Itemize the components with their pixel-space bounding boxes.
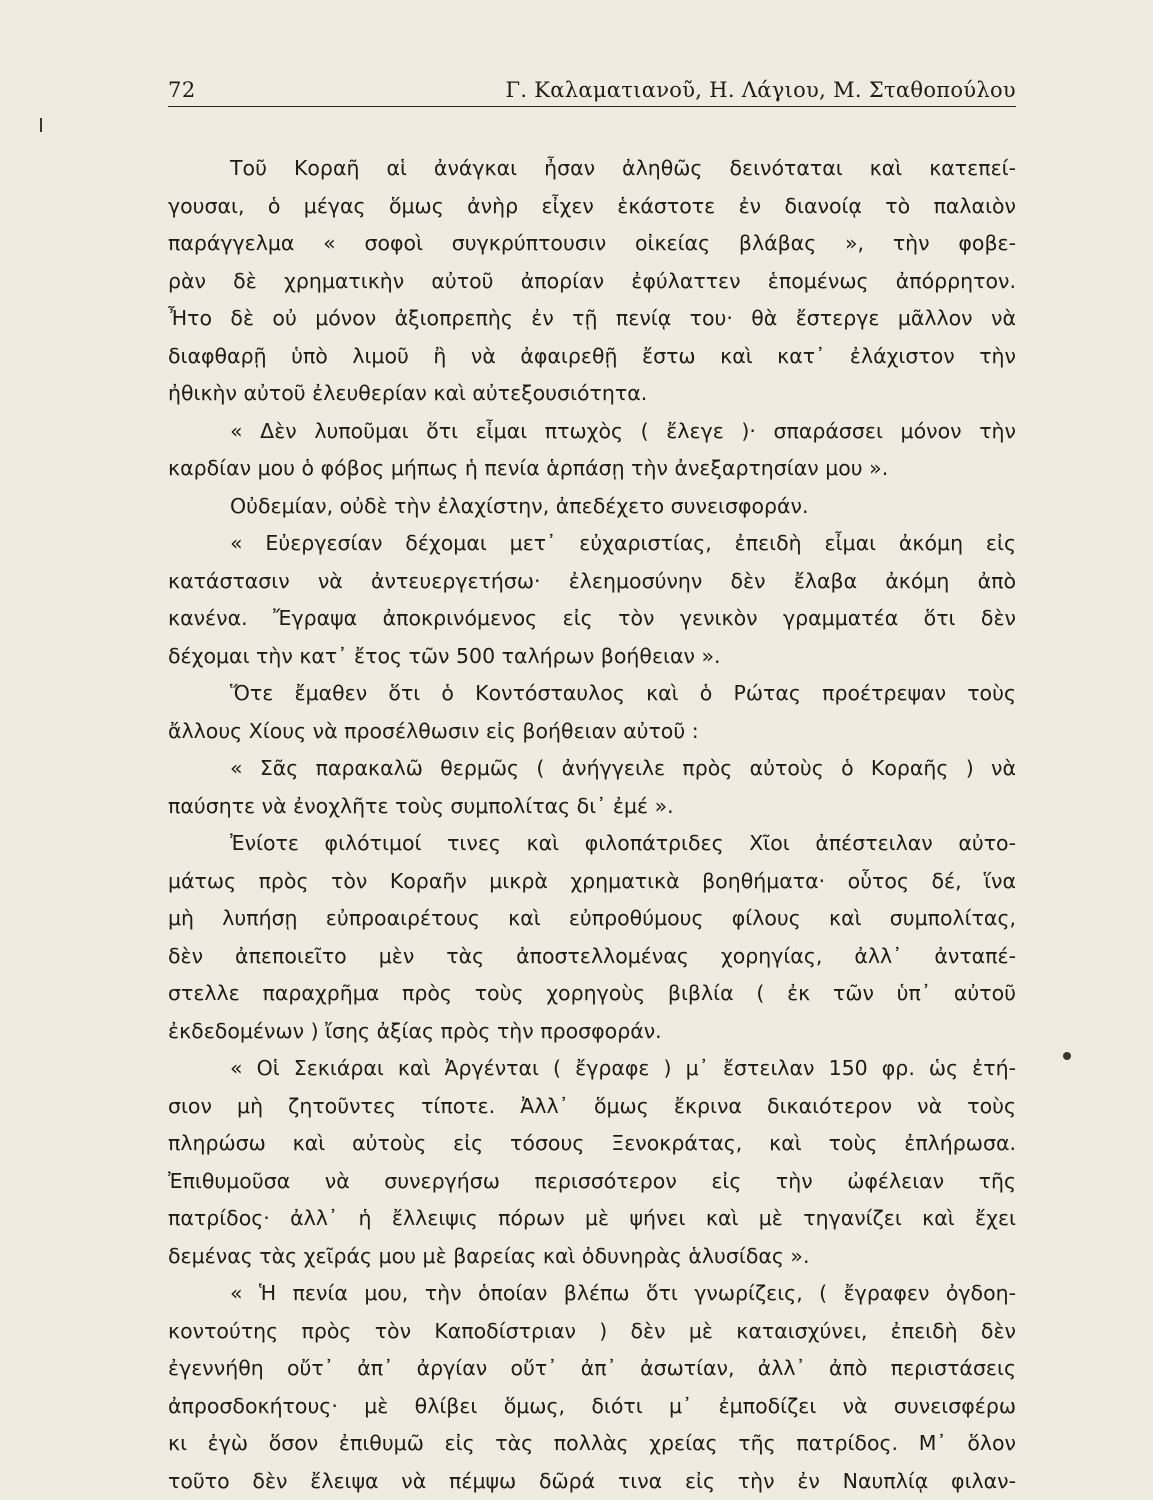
text-line: « Σᾶς παρακαλῶ θερμῶς ( ἀνήγγειλε πρὸς αὐτοὺς ὁ Κοραῆς ) νὰ xyxy=(230,756,1016,780)
text-line: κοντούτης πρὸς τὸν Καποδίστριαν ) δὲν μὲ καταισχύνει, ἐπειδὴ δὲν xyxy=(168,1318,1016,1343)
body-text xyxy=(168,150,1016,1500)
text-line: ἄλλους Χίους νὰ προσέλθωσιν εἰς βοήθειαν αὐτοῦ : xyxy=(168,718,699,743)
page-number: 72 xyxy=(168,78,196,102)
text-line: ἐκδεδομένων ) ἴσης ἀξίας πρὸς τὴν προσφοράν. xyxy=(168,1018,662,1043)
text-line: ἐγεννήθη οὔτ᾽ ἀπ᾽ ἀργίαν οὔτ᾽ ἀπ᾽ ἀσωτίαν, ἀλλ᾽ ἀπὸ περιστάσεις xyxy=(168,1356,1016,1380)
text-line: διαφθαρῇ ὑπὸ λιμοῦ ἢ νὰ ἀφαιρεθῇ ἔστω καὶ κατ᾽ ἐλάχιστον τὴν xyxy=(168,343,1016,368)
text-line: παράγγελμα « σοφοὶ συγκρύπτουσιν οἰκείας βλάβας », τὴν φοβε- xyxy=(168,231,1016,255)
text-line: ἀπροσδοκήτους· μὲ θλίβει ὅμως, διότι μ᾽ ἐμποδίζει νὰ συνεισφέρω xyxy=(168,1393,1016,1418)
margin-dot xyxy=(1063,1052,1071,1060)
text-line: γουσαι, ὁ μέγας ὅμως ἀνὴρ εἶχεν ἑκάστοτε ἐν διανοίᾳ τὸ παλαιὸν xyxy=(168,193,1016,218)
text-line: Ἐπιθυμοῦσα νὰ συνεργήσω περισσότερον εἰς τὴν ὠφέλειαν τῆς xyxy=(168,1168,1016,1193)
text-line: μὴ λυπήσῃ εὐπροαιρέτους καὶ εὐπροθύμους φίλους καὶ συμπολίτας, xyxy=(168,906,1016,930)
text-line: ρὰν δὲ χρηματικὴν αὐτοῦ ἀπορίαν ἐφύλαττεν ἑπομένως ἀπόρρητον. xyxy=(168,268,1016,293)
text-line: « Ἡ πενία μου, τὴν ὁποίαν βλέπω ὅτι γνωρίζεις, ( ἔγραφεν ὀγδοη- xyxy=(230,1281,1016,1305)
text-line: Ἐνίοτε φιλότιμοί τινες καὶ φιλοπάτριδες Χῖοι ἀπέστειλαν αὐτο- xyxy=(230,831,1016,855)
text-line: Ὅτε ἔμαθεν ὅτι ὁ Κοντόσταυλος καὶ ὁ Ρώτας προέτρεψαν τοὺς xyxy=(230,681,1016,705)
text-line: πατρίδος· ἀλλ᾽ ἡ ἔλλειψις πόρων μὲ ψήνει καὶ μὲ τηγανίζει καὶ ἔχει xyxy=(168,1206,1016,1230)
text-line: κατάστασιν νὰ ἀντευεργετήσω· ἐλεημοσύνην δὲν ἔλαβα ἀκόμη ἀπὸ xyxy=(168,568,1016,593)
margin-mark xyxy=(40,118,42,132)
text-line: στελλε παραχρῆμα πρὸς τοὺς χορηγοὺς βιβλία ( ἐκ τῶν ὑπ᾽ αὐτοῦ xyxy=(168,981,1016,1005)
text-line: « Δὲν λυποῦμαι ὅτι εἶμαι πτωχὸς ( ἔλεγε )· σπαράσσει μόνον τὴν xyxy=(230,418,1016,443)
text-line: δὲν ἀπεποιεῖτο μὲν τὰς ἀποστελλομένας χορηγίας, ἀλλ᾽ ἀνταπέ- xyxy=(168,943,1016,968)
text-line: « Εὐεργεσίαν δέχομαι μετ᾽ εὐχαριστίας, ἐπειδὴ εἶμαι ἀκόμη εἰς xyxy=(230,531,1016,555)
text-line: κι ἐγὼ ὅσον ἐπιθυμῶ εἰς τὰς πολλὰς χρείας τῆς πατρίδος. Μ᾽ ὅλον xyxy=(168,1431,1016,1455)
text-line: σιον μὴ ζητοῦντες τίποτε. Ἀλλ᾽ ὅμως ἔκρινα δικαιότερον νὰ τοὺς xyxy=(168,1093,1016,1118)
text-line: Οὐδεμίαν, οὐδὲ τὴν ἐλαχίστην, ἀπεδέχετο συνεισφοράν. xyxy=(230,493,809,518)
text-line: τοῦτο δὲν ἔλειψα νὰ πέμψω δῶρά τινα εἰς τὴν ἐν Ναυπλίᾳ φιλαν- xyxy=(168,1468,1016,1493)
text-line: κανένα. Ἔγραψα ἀποκρινόμενος εἰς τὸν γενικὸν γραμματέα ὅτι δὲν xyxy=(168,606,1016,630)
text-line: δεμένας τὰς χεῖράς μου μὲ βαρείας καὶ ὀδυνηρὰς ἁλυσίδας ». xyxy=(168,1243,810,1268)
text-line: « Οἱ Σεκιάραι καὶ Ἀργένται ( ἔγραφε ) μ᾽ ἔστειλαν 150 φρ. ὡς ἐτή- xyxy=(230,1056,1016,1080)
text-line: πληρώσω καὶ αὐτοὺς εἰς τόσους Ξενοκράτας, καὶ τοὺς ἐπλήρωσα. xyxy=(168,1131,1016,1155)
text-line: Ἦτο δὲ οὐ μόνον ἀξιοπρεπὴς ἐν τῇ πενίᾳ του· θὰ ἔστεργε μᾶλλον νὰ xyxy=(168,306,1016,330)
text-line: ἠθικὴν αὐτοῦ ἐλευθερίαν καὶ αὐτεξουσιότητα. xyxy=(168,381,648,405)
text-line: παύσητε νὰ ἐνοχλῆτε τοὺς συμπολίτας δι᾽ ἐμέ ». xyxy=(168,793,674,818)
running-head: Γ. Καλαματιανοῦ, Η. Λάγιου, Μ. Σταθοπούλου xyxy=(505,78,1016,102)
text-line: μάτως πρὸς τὸν Κοραῆν μικρὰ χρηματικὰ βοηθήματα· οὗτος δέ, ἵνα xyxy=(168,868,1016,893)
text-line: δέχομαι τὴν κατ᾽ ἔτος τῶν 500 ταλήρων βοήθειαν ». xyxy=(168,643,721,668)
text-line: Τοῦ Κοραῆ αἱ ἀνάγκαι ἦσαν ἀληθῶς δεινόταται καὶ κατεπεί- xyxy=(230,156,1016,180)
text-line: καρδίαν μου ὁ φόβος μήπως ἡ πενία ἁρπάσῃ τὴν ἀνεξαρτησίαν μου ». xyxy=(168,456,889,480)
page-header xyxy=(168,72,1016,107)
